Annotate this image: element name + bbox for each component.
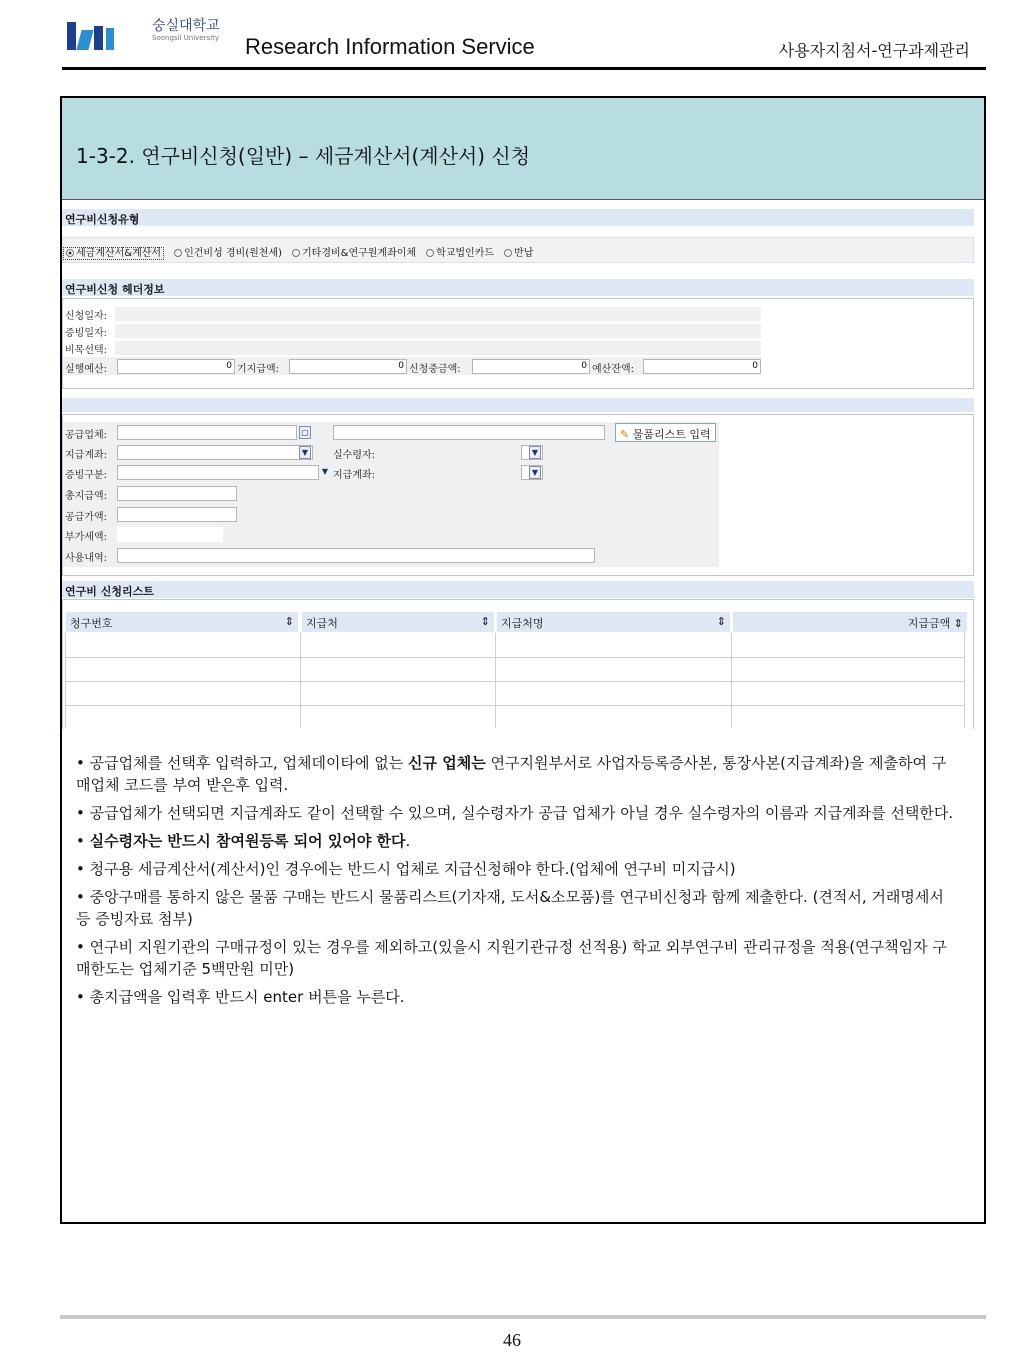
- type-radio-3[interactable]: [416, 248, 494, 259]
- note-text-pre: • 총지급액을 입력후 반드시 enter 버튼을 누른다.: [76, 988, 405, 1006]
- type-radio-1[interactable]: [164, 248, 282, 259]
- evidence-date-field[interactable]: [115, 324, 761, 338]
- note-text-post: .: [405, 832, 411, 850]
- table-row: [65, 705, 965, 706]
- apply-date-field[interactable]: [115, 307, 761, 321]
- payment-form-box: [62, 414, 974, 576]
- type-radio-label: 학교법인카드: [436, 248, 495, 259]
- evidence-type-label: 증빙구분:: [65, 470, 108, 481]
- supply-price-label: 공급가액:: [65, 512, 108, 523]
- evidence-type-select[interactable]: [117, 465, 319, 480]
- header-info-box: [62, 298, 974, 389]
- paid-input[interactable]: 0: [289, 359, 407, 374]
- note-text-pre: • 공급업체를 선택후 입력하고, 업체데이타에 없는: [76, 754, 409, 772]
- apply-date-label: 신청일자:: [65, 311, 108, 322]
- section-title: 1-3-2. 연구비신청(일반) – 세금계산서(계산서) 신청: [62, 98, 984, 200]
- note-text-pre: • 청구용 세금계산서(계산서)인 경우에는 반드시 업체로 지급신청해야 한다.(업체에 연구비 미지급시): [76, 860, 736, 878]
- budget-input[interactable]: 0: [117, 359, 235, 374]
- requesting-label: 신청중금액:: [409, 364, 461, 375]
- service-title: Research Information Service: [245, 34, 535, 59]
- recipient-account-label: 지급계좌:: [333, 470, 376, 481]
- screenshot-panel: [62, 201, 984, 728]
- radio-icon[interactable]: [426, 249, 434, 257]
- page-header: [62, 14, 986, 70]
- expense-item-field[interactable]: [115, 341, 761, 355]
- table-row: [65, 681, 965, 682]
- pencil-icon: ✎: [620, 428, 630, 441]
- usage-input[interactable]: [117, 548, 595, 563]
- supplier-label: 공급업체:: [65, 430, 108, 441]
- type-radio-label: 인건비성 경비(원천세): [184, 248, 282, 259]
- total-input[interactable]: [117, 486, 237, 501]
- footer-rule: [60, 1315, 986, 1319]
- list-section-header: 연구비 신청리스트: [62, 581, 974, 598]
- requesting-input[interactable]: 0: [472, 359, 590, 374]
- sort-icon[interactable]: ⇕: [284, 615, 294, 628]
- note-item: [76, 830, 956, 852]
- item-list-button[interactable]: [615, 423, 716, 442]
- radio-icon[interactable]: [174, 249, 182, 257]
- note-text-bold: 신규 업체는: [408, 754, 486, 772]
- note-item: [76, 752, 956, 796]
- col-header-payee-label: 지급처: [306, 617, 338, 630]
- vat-label: 부가세액:: [65, 532, 108, 543]
- supplier-name-field[interactable]: [333, 425, 605, 440]
- remaining-label: 예산잔액:: [592, 364, 635, 375]
- sort-icon[interactable]: ⇕: [480, 615, 490, 628]
- type-radio-group: [62, 237, 974, 263]
- supply-price-input[interactable]: [117, 507, 237, 522]
- type-radio-label: 반납: [514, 248, 534, 259]
- recipient-label: 실수령자:: [333, 450, 376, 461]
- sort-icon[interactable]: ⇕: [953, 617, 963, 630]
- type-radio-4[interactable]: [494, 248, 533, 259]
- account-select[interactable]: [117, 445, 313, 460]
- account-label: 지급계좌:: [65, 450, 108, 461]
- total-label: 총지급액:: [65, 491, 108, 502]
- notes-list: [76, 752, 956, 1014]
- remaining-input[interactable]: 0: [643, 359, 761, 374]
- col-header-payee-name-label: 지급처명: [501, 617, 544, 630]
- university-logo-icon: [67, 22, 114, 50]
- content-frame: [60, 96, 986, 1224]
- supplier-input[interactable]: [117, 425, 297, 440]
- university-name-en: Soongsil University: [152, 34, 219, 42]
- type-radio-label: 세금계산서&계산서: [76, 248, 162, 259]
- col-header-payee-name[interactable]: [497, 612, 730, 632]
- radio-icon[interactable]: [504, 249, 512, 257]
- university-name-ko: 숭실대학교: [152, 18, 220, 34]
- vat-field: [117, 527, 223, 542]
- supplier-search-icon[interactable]: ▢: [299, 426, 311, 439]
- type-section-header: 연구비신청유형: [62, 209, 974, 226]
- col-header-payee[interactable]: [302, 612, 494, 632]
- type-radio-label: 기타경비&연구원계좌이체: [302, 248, 417, 259]
- note-item: [76, 858, 956, 880]
- note-item: [76, 936, 956, 980]
- evidence-type-chevron-down-icon[interactable]: ▼: [321, 467, 329, 476]
- expense-item-label: 비목선택:: [65, 345, 108, 356]
- col-header-claim-no-label: 청구번호: [70, 617, 113, 630]
- usage-label: 사용내역:: [65, 553, 108, 564]
- type-radio-0[interactable]: [63, 247, 164, 260]
- evidence-date-label: 증빙일자:: [65, 328, 108, 339]
- guide-title: 사용자지침서-연구과제관리: [778, 41, 970, 60]
- note-text-pre: • 연구비 지원기관의 구매규정이 있는 경우를 제외하고(있을시 지원기관규정 선적용) 학교 외부연구비 관리규정을 적용(연구책임자 구매한도는 업체기준 5백만원 미만): [76, 938, 947, 978]
- account-chevron-down-icon[interactable]: ▼: [299, 446, 311, 459]
- sort-icon[interactable]: ⇕: [716, 615, 726, 628]
- col-header-amount-label: 지급금액: [907, 617, 951, 630]
- col-header-claim-no[interactable]: [66, 612, 298, 632]
- item-list-button-label: 물품리스트 입력: [632, 428, 711, 441]
- recipient-account-chevron-down-icon[interactable]: ▼: [529, 466, 541, 479]
- paid-label: 기지급액:: [237, 364, 280, 375]
- budget-label: 실행예산:: [65, 364, 108, 375]
- col-header-amount[interactable]: [733, 612, 967, 632]
- header-section-header: 연구비신청 헤더정보: [62, 279, 974, 296]
- type-radio-2[interactable]: [282, 248, 416, 259]
- note-item: [76, 986, 956, 1008]
- university-name: [152, 19, 220, 43]
- note-text-pre: • 중앙구매를 통하지 않은 물품 구매는 반드시 물품리스트(기자재, 도서&소모품)를 연구비신청과 함께 제출한다. (견적서, 거래명세서등 증빙자료 첨부): [76, 888, 944, 928]
- note-text-pre: •: [76, 832, 90, 850]
- recipient-chevron-down-icon[interactable]: ▼: [529, 446, 541, 459]
- note-text-bold: 실수령자는 반드시 참여원등록 되어 있어야 한다: [89, 832, 406, 850]
- table-row: [65, 657, 965, 658]
- page-number: 46: [503, 1330, 521, 1350]
- note-item: [76, 886, 956, 930]
- form-section-header: [62, 398, 974, 412]
- note-text-post: 연구지원부서로 사업자등록증사본, 통장사본(지급계좌)을 제출하여 구매업체 코드를 부여 받은후 입력.: [76, 754, 947, 794]
- radio-icon[interactable]: [66, 249, 74, 257]
- note-item: [76, 802, 956, 824]
- note-text-pre: • 공급업체가 선택되면 지급계좌도 같이 선택할 수 있으며, 실수령자가 공급 업체가 아닐 경우 실수령자의 이름과 지급계좌를 선택한다.: [76, 804, 954, 822]
- radio-icon[interactable]: [292, 249, 300, 257]
